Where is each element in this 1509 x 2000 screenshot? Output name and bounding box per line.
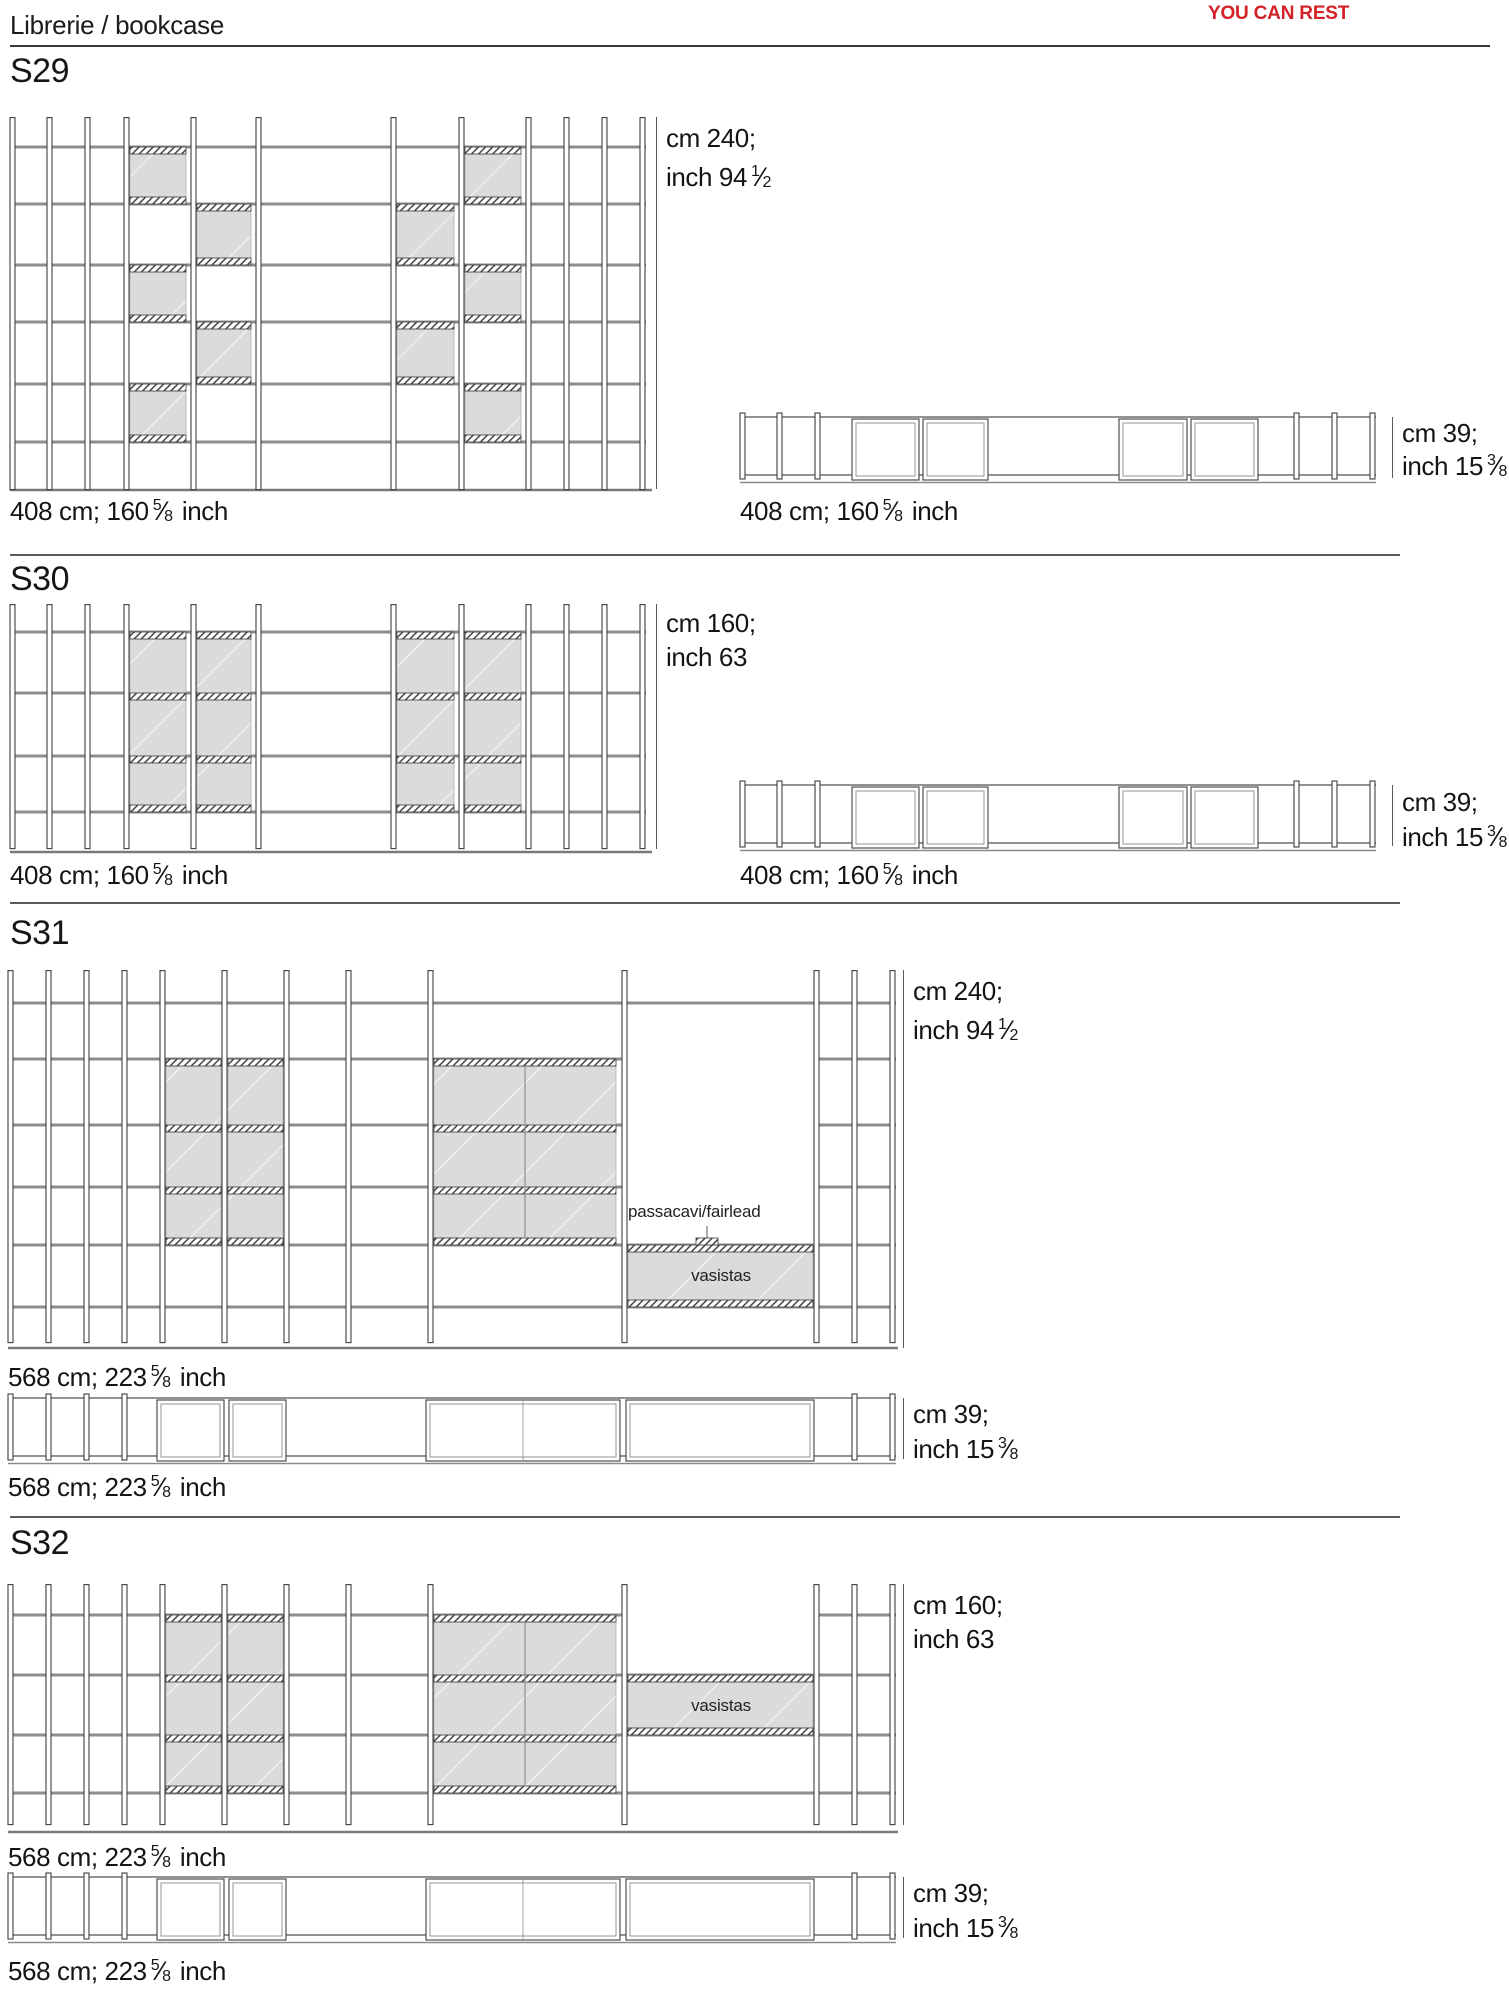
depth-dimension-line-s32: [903, 1877, 904, 1938]
height-dimension-label-s30: cm 160; inch 63: [666, 608, 756, 672]
header-rule: [10, 45, 1490, 47]
width-dimension-label-s32-front: 568 cm; 223 $^5$⁄ 8 inch: [8, 1842, 226, 1873]
width-dimension-label-s29-front: 408 cm; 160 $^5$⁄ 8 inch: [10, 496, 228, 527]
catalog-title: Librerie / bookcase: [10, 10, 224, 40]
depth-dimension-line-s29: [1392, 417, 1393, 478]
vasistas-annotation-s32: vasistas: [691, 1696, 751, 1715]
model-heading-s32: S32: [10, 1524, 69, 1562]
depth-dimension-label-s32-inch: inch 15 $^3$⁄ 8: [913, 1913, 1020, 1944]
depth-dimension-label-s31-inch: inch 15 $^3$⁄ 8: [913, 1434, 1020, 1465]
depth-dimension-label-s32-cm: cm 39;: [913, 1878, 989, 1908]
height-dimension-label-s31: cm 240; inch 94 $^1$⁄ 2: [913, 974, 1020, 1053]
depth-dimension-label-s30-cm: cm 39;: [1402, 787, 1478, 817]
height-dimension-label-s32: cm 160; inch 63: [913, 1590, 1003, 1654]
depth-dimension-line-s31: [903, 1398, 904, 1459]
depth-dimension-label-s30-inch: inch 15 $^3$⁄ 8: [1402, 822, 1509, 853]
brand-mark: YOU CAN REST: [1208, 3, 1350, 24]
top-view-s31: [8, 1392, 900, 1467]
width-dimension-label-s32-plan: 568 cm; 223 $^5$⁄ 8 inch: [8, 1956, 226, 1987]
top-view-s29: [740, 411, 1380, 486]
width-dimension-label-s30-front: 408 cm; 160 $^5$⁄ 8 inch: [10, 860, 228, 891]
depth-dimension-label-s31-cm: cm 39;: [913, 1399, 989, 1429]
width-dimension-label-s30-plan: 408 cm; 160 $^5$⁄ 8 inch: [740, 860, 958, 891]
front-elevation-s30: [10, 604, 655, 856]
height-dimension-line-s30: [656, 604, 657, 849]
section-separator: [10, 902, 1400, 904]
model-heading-s29: S29: [10, 52, 69, 90]
height-dimension-line-s32: [903, 1584, 904, 1825]
front-elevation-s29: [10, 117, 655, 495]
model-heading-s30: S30: [10, 560, 69, 598]
depth-dimension-line-s30: [1392, 785, 1393, 846]
fairlead-annotation: passacavi/fairlead: [628, 1202, 761, 1221]
section-separator: [10, 554, 1400, 556]
width-dimension-label-s31-front: 568 cm; 223 $^5$⁄ 8 inch: [8, 1362, 226, 1393]
width-dimension-label-s29-plan: 408 cm; 160 $^5$⁄ 8 inch: [740, 496, 958, 527]
section-separator: [10, 1516, 1400, 1518]
height-dimension-label-s29: cm 240; inch 94 $^1$⁄ 2: [666, 121, 773, 200]
height-dimension-line-s31: [903, 970, 904, 1348]
model-heading-s31: S31: [10, 914, 69, 952]
depth-dimension-label-s29-inch: inch 15 $^3$⁄ 8: [1402, 451, 1509, 482]
depth-dimension-label-s29-cm: cm 39;: [1402, 418, 1478, 448]
width-dimension-label-s31-plan: 568 cm; 223 $^5$⁄ 8 inch: [8, 1472, 226, 1503]
vasistas-annotation-s31: vasistas: [691, 1266, 751, 1285]
top-view-s32: [8, 1871, 900, 1946]
top-view-s30: [740, 779, 1380, 854]
height-dimension-line-s29: [656, 117, 657, 489]
front-elevation-s31: [8, 970, 900, 1352]
